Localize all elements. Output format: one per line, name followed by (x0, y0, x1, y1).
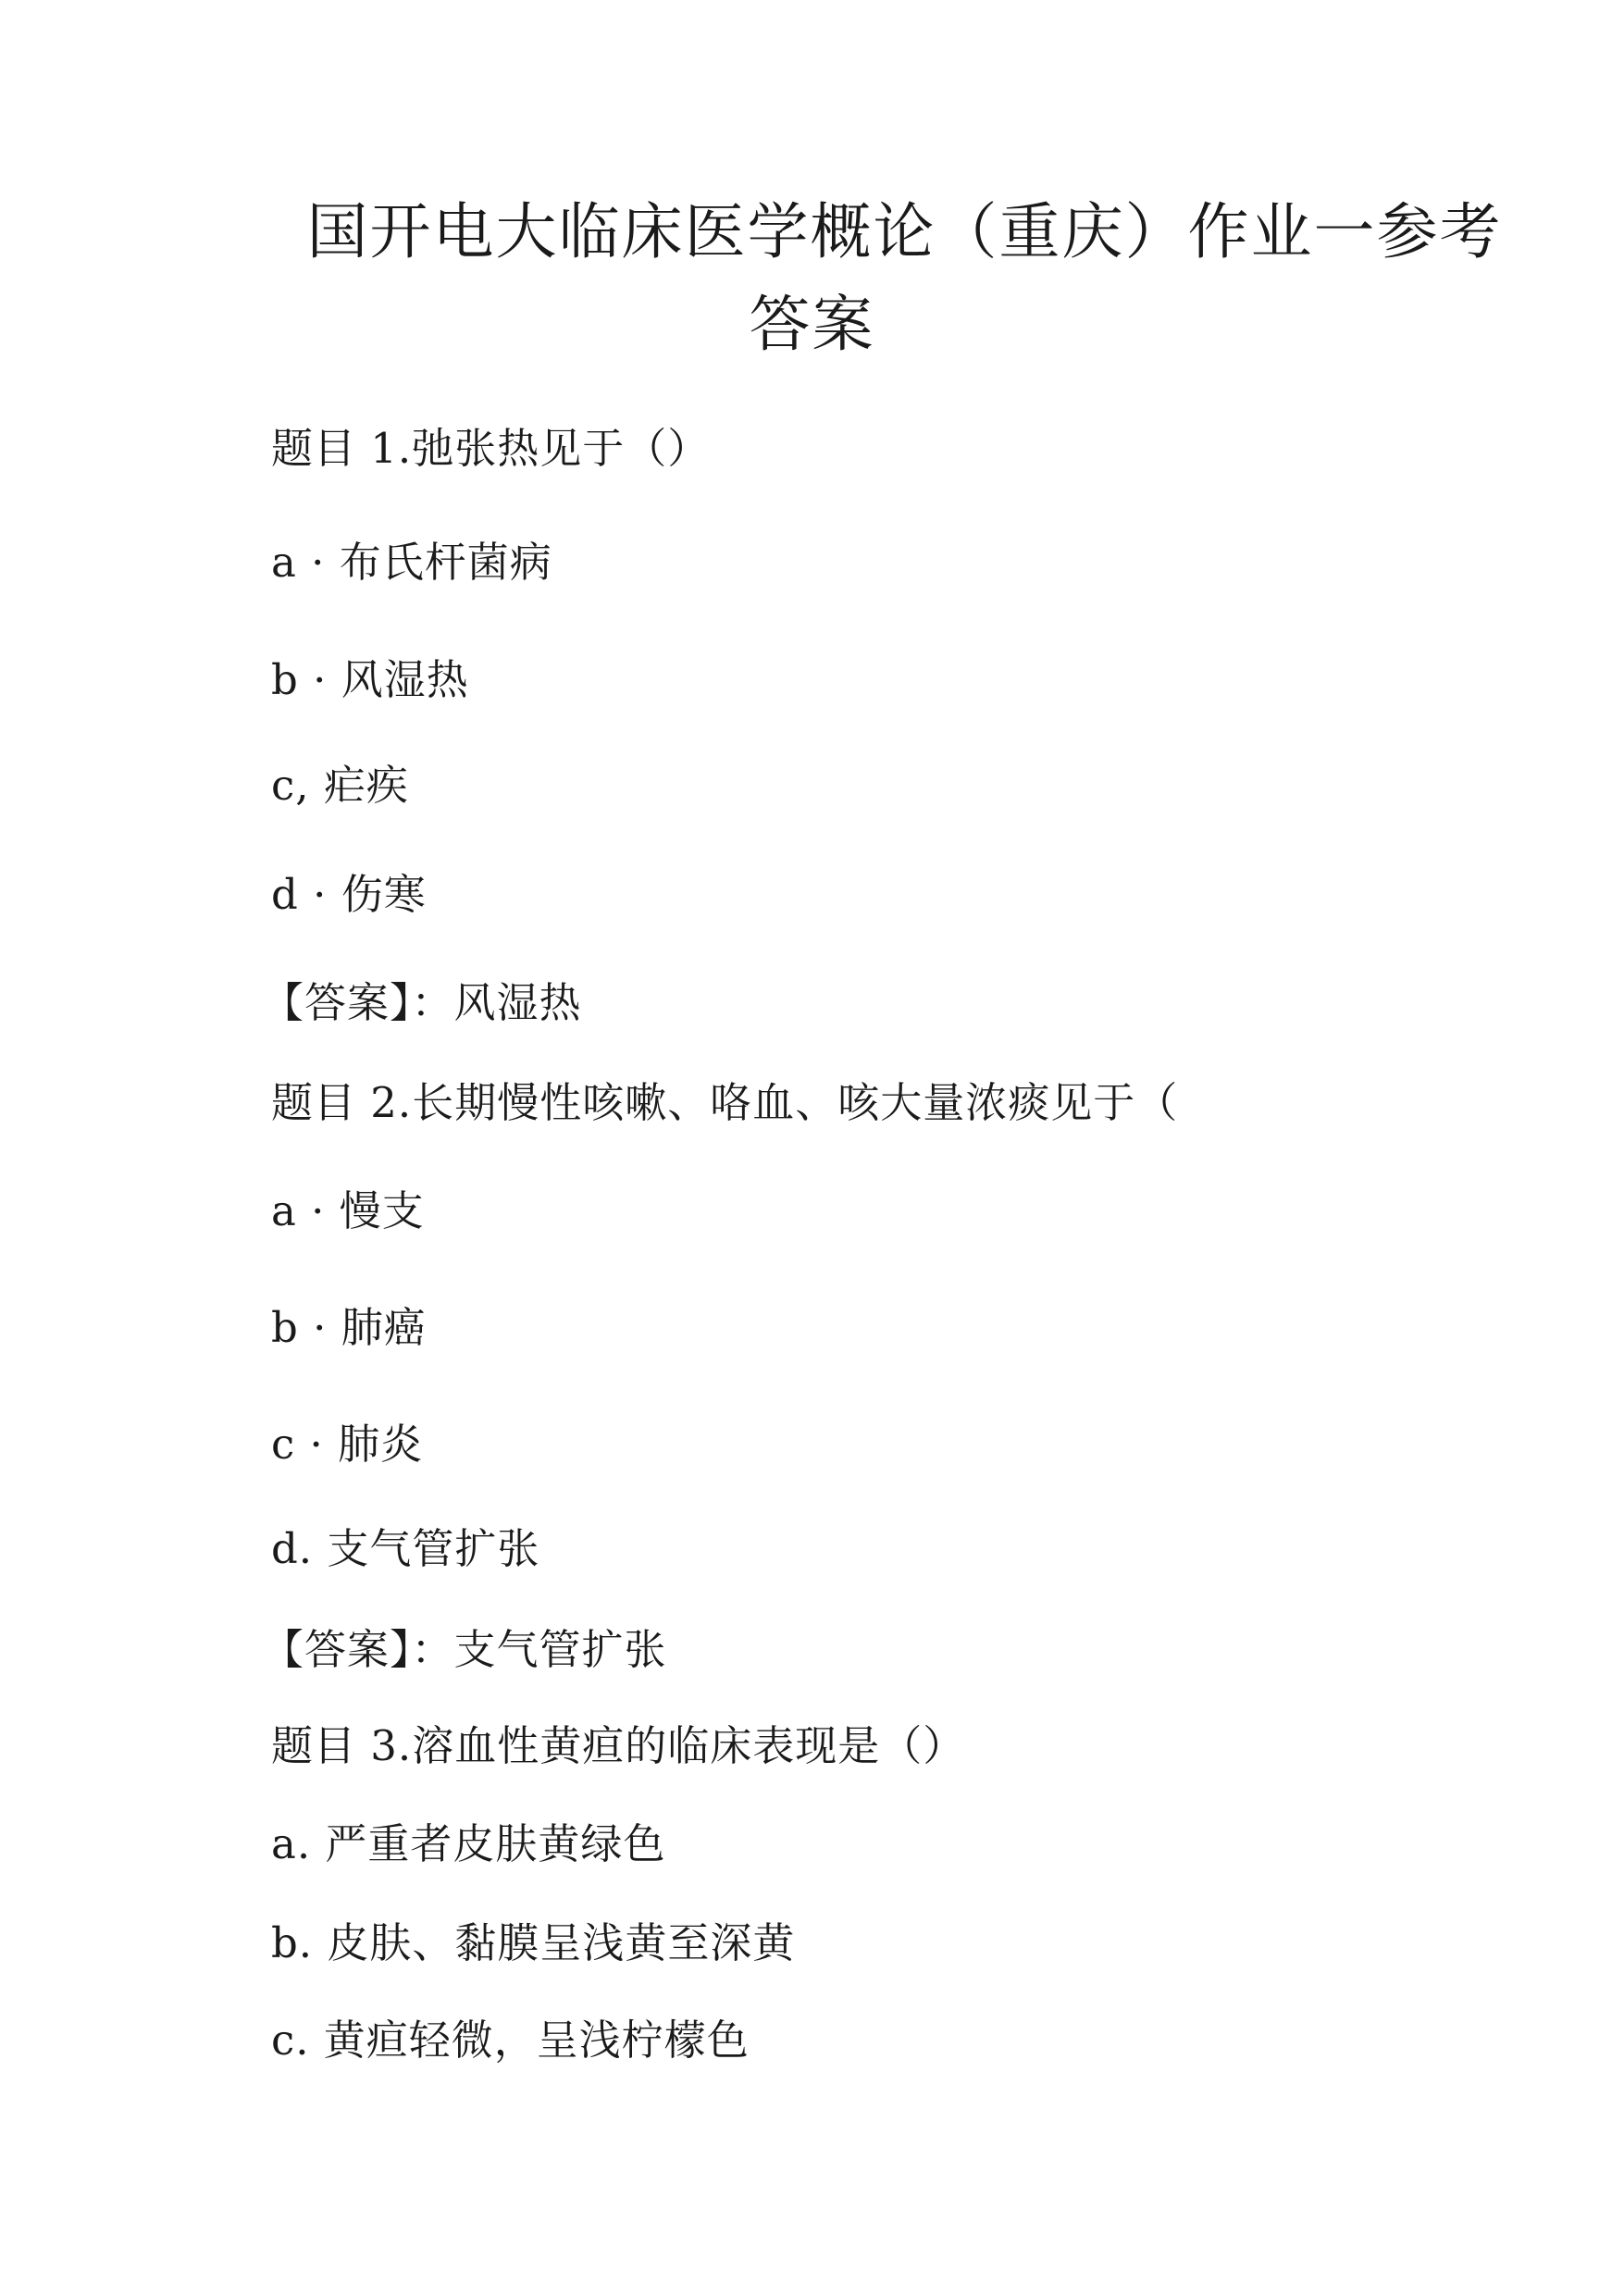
question-3-option-a: a. 严重者皮肤黄绿色 (271, 1819, 666, 1868)
question-3-stem: 题目 3.溶血性黄疸的临床表现是（） (271, 1721, 966, 1770)
question-1-stem: 题目 1.弛张热见于（） (271, 424, 711, 473)
question-1-option-b: b · 风湿热 (271, 655, 469, 704)
question-2-answer: 【答案】：支气管扩张 (262, 1625, 667, 1674)
document-title-line-1: 国开电大临床医学概论（重庆）作业一参考 (306, 196, 1503, 267)
question-3-option-c: c. 黄疸轻微，呈浅柠檬色 (271, 2016, 750, 2065)
question-2-option-d: d. 支气管扩张 (271, 1524, 540, 1573)
question-3-option-b: b. 皮肤、黏膜呈浅黄至深黄 (271, 1918, 796, 1967)
question-1-option-a: a · 布氏杆菌病 (271, 538, 552, 587)
question-2-stem: 题目 2.长期慢性咳嗽、咯血、咳大量浓痰见于（ (271, 1078, 1179, 1127)
question-2-option-a: a · 慢支 (271, 1186, 425, 1235)
question-1-option-c: c, 疟疾 (271, 761, 409, 810)
document-title-line-2: 答案 (749, 289, 875, 360)
question-2-option-b: b · 肺癌 (271, 1303, 427, 1352)
question-1-option-d: d · 伤寒 (271, 870, 427, 919)
question-1-answer: 【答案】：风湿热 (262, 978, 582, 1027)
question-2-option-c: c · 肺炎 (271, 1420, 424, 1469)
